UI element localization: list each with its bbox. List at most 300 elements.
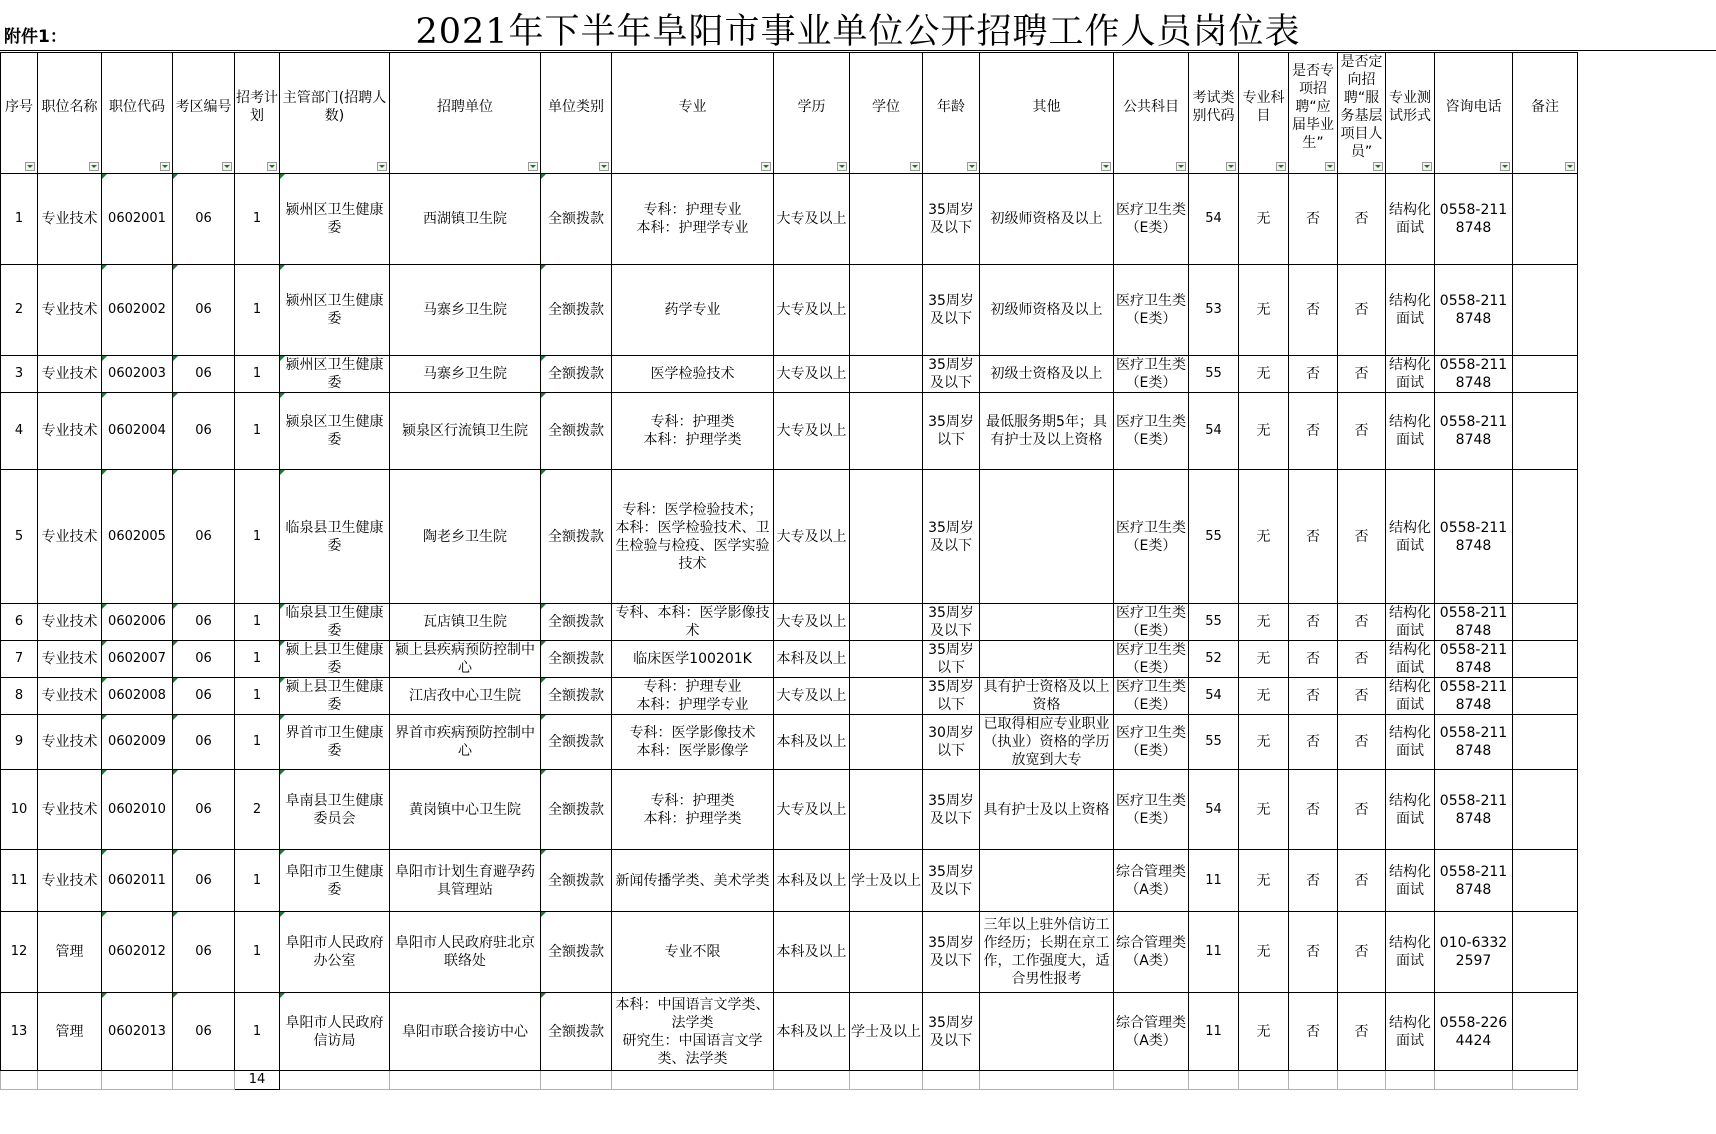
cell-major: 临床医学100201K <box>612 641 774 678</box>
cell-public-subject: 医疗卫生类（E类） <box>1114 356 1189 393</box>
cell-exam-area: 06 <box>173 850 235 912</box>
cell-major: 药学专业 <box>612 265 774 356</box>
cell-major: 专科：护理类 本科：护理学类 <box>612 393 774 470</box>
cell-age: 35周岁以下 <box>923 641 980 678</box>
cell-department: 阜阳市人民政府信访局 <box>280 993 390 1071</box>
cell-public-subject: 医疗卫生类（E类） <box>1114 393 1189 470</box>
header-label: 其他 <box>1032 99 1061 115</box>
header-position-code <box>102 53 173 174</box>
total-empty-cell <box>980 1071 1114 1090</box>
cell-index: 12 <box>1 912 38 993</box>
header-label: 是否定向招聘“服务基层项目人员” <box>1340 54 1383 160</box>
cell-test-form: 结构化面试 <box>1386 265 1435 356</box>
cell-exam-code: 11 <box>1189 993 1239 1071</box>
cell-phone: 0558-2118748 <box>1435 678 1513 715</box>
header-index <box>1 53 38 174</box>
cell-index: 5 <box>1 470 38 604</box>
cell-degree <box>850 715 923 770</box>
cell-test-form: 结构化面试 <box>1386 770 1435 850</box>
cell-test-form: 结构化面试 <box>1386 393 1435 470</box>
total-empty-cell <box>1289 1071 1338 1090</box>
total-empty-cell <box>541 1071 612 1090</box>
cell-department: 颍上县卫生健康委 <box>280 678 390 715</box>
cell-employer: 西湖镇卫生院 <box>390 174 541 265</box>
cell-other <box>980 993 1114 1071</box>
filter-dropdown-icon[interactable] <box>1276 162 1286 171</box>
cell-degree <box>850 912 923 993</box>
cell-remarks <box>1513 265 1578 356</box>
header-education <box>774 53 850 174</box>
cell-other: 最低服务期5年；具有护士及以上资格 <box>980 393 1114 470</box>
table-row <box>1 678 1578 715</box>
cell-phone: 0558-2118748 <box>1435 770 1513 850</box>
filter-dropdown-icon[interactable] <box>1325 162 1335 171</box>
cell-grassroots: 否 <box>1338 604 1386 641</box>
total-row <box>1 1071 1578 1090</box>
filter-dropdown-icon[interactable] <box>761 162 771 171</box>
cell-age: 35周岁以下 <box>923 678 980 715</box>
cell-remarks <box>1513 393 1578 470</box>
cell-major-subject: 无 <box>1239 356 1289 393</box>
cell-major-subject: 无 <box>1239 393 1289 470</box>
cell-major: 专科、本科：医学影像技术 <box>612 604 774 641</box>
header-age <box>923 53 980 174</box>
header-label: 招聘单位 <box>437 99 493 115</box>
cell-public-subject: 综合管理类（A类） <box>1114 993 1189 1071</box>
header-grassroots <box>1338 53 1386 174</box>
cell-index: 4 <box>1 393 38 470</box>
cell-plan: 1 <box>235 912 280 993</box>
cell-education: 本科及以上 <box>774 912 850 993</box>
filter-dropdown-icon[interactable] <box>1101 162 1111 171</box>
cell-other: 初级士资格及以上 <box>980 356 1114 393</box>
cell-grassroots: 否 <box>1338 174 1386 265</box>
cell-employer: 江店孜中心卫生院 <box>390 678 541 715</box>
filter-dropdown-icon[interactable] <box>1373 162 1383 171</box>
total-empty-cell <box>1338 1071 1386 1090</box>
total-empty-cell <box>1189 1071 1239 1090</box>
cell-plan: 1 <box>235 641 280 678</box>
cell-major-subject: 无 <box>1239 912 1289 993</box>
cell-plan: 1 <box>235 174 280 265</box>
cell-index: 13 <box>1 993 38 1071</box>
cell-fresh-graduate: 否 <box>1289 356 1338 393</box>
cell-major-subject: 无 <box>1239 604 1289 641</box>
cell-major: 医学检验技术 <box>612 356 774 393</box>
cell-phone: 0558-2118748 <box>1435 393 1513 470</box>
header-label: 序号 <box>5 99 33 115</box>
cell-plan: 1 <box>235 678 280 715</box>
cell-unit-type: 全额拨款 <box>541 356 612 393</box>
cell-remarks <box>1513 678 1578 715</box>
cell-grassroots: 否 <box>1338 770 1386 850</box>
cell-position-code: 0602001 <box>102 174 173 265</box>
header-label: 咨询电话 <box>1445 99 1502 115</box>
cell-major-subject: 无 <box>1239 850 1289 912</box>
cell-exam-code: 54 <box>1189 393 1239 470</box>
cell-remarks <box>1513 715 1578 770</box>
header-label: 职位代码 <box>109 99 165 115</box>
cell-index: 9 <box>1 715 38 770</box>
cell-employer: 马寨乡卫生院 <box>390 356 541 393</box>
header-label: 考试类别代码 <box>1192 90 1235 124</box>
cell-education: 大专及以上 <box>774 174 850 265</box>
filter-dropdown-icon[interactable] <box>222 162 232 171</box>
cell-position-name: 专业技术 <box>38 678 102 715</box>
cell-position-name: 专业技术 <box>38 393 102 470</box>
cell-degree <box>850 604 923 641</box>
cell-position-code: 0602006 <box>102 604 173 641</box>
filter-dropdown-icon[interactable] <box>599 162 609 171</box>
cell-major-subject: 无 <box>1239 715 1289 770</box>
cell-phone: 0558-2118748 <box>1435 356 1513 393</box>
cell-fresh-graduate: 否 <box>1289 715 1338 770</box>
cell-position-name: 专业技术 <box>38 770 102 850</box>
cell-age: 35周岁及以下 <box>923 912 980 993</box>
filter-dropdown-icon[interactable] <box>910 162 920 171</box>
cell-position-name: 专业技术 <box>38 356 102 393</box>
header-plan <box>235 53 280 174</box>
total-empty-cell <box>774 1071 850 1090</box>
cell-age: 35周岁及以下 <box>923 993 980 1071</box>
cell-fresh-graduate: 否 <box>1289 604 1338 641</box>
cell-remarks <box>1513 770 1578 850</box>
header-exam-area <box>173 53 235 174</box>
cell-fresh-graduate: 否 <box>1289 678 1338 715</box>
cell-major-subject: 无 <box>1239 678 1289 715</box>
cell-exam-code: 53 <box>1189 265 1239 356</box>
filter-dropdown-icon[interactable] <box>160 162 170 171</box>
cell-age: 35周岁及以下 <box>923 265 980 356</box>
cell-test-form: 结构化面试 <box>1386 641 1435 678</box>
cell-department: 阜南县卫生健康委员会 <box>280 770 390 850</box>
cell-phone: 0558-2118748 <box>1435 641 1513 678</box>
header-label: 年龄 <box>937 99 965 115</box>
filter-dropdown-icon[interactable] <box>1500 162 1510 171</box>
cell-major-subject: 无 <box>1239 993 1289 1071</box>
cell-test-form: 结构化面试 <box>1386 678 1435 715</box>
cell-exam-code: 55 <box>1189 356 1239 393</box>
cell-department: 颍州区卫生健康委 <box>280 265 390 356</box>
cell-exam-area: 06 <box>173 393 235 470</box>
cell-phone: 0558-2118748 <box>1435 604 1513 641</box>
cell-remarks <box>1513 356 1578 393</box>
cell-position-code: 0602002 <box>102 265 173 356</box>
cell-exam-area: 06 <box>173 604 235 641</box>
total-empty-cell <box>850 1071 923 1090</box>
header-public-subject <box>1114 53 1189 174</box>
total-empty-cell <box>1435 1071 1513 1090</box>
cell-phone: 010-63322597 <box>1435 912 1513 993</box>
cell-grassroots: 否 <box>1338 470 1386 604</box>
header-employer <box>390 53 541 174</box>
cell-employer: 瓦店镇卫生院 <box>390 604 541 641</box>
cell-phone: 0558-2118748 <box>1435 715 1513 770</box>
cell-test-form: 结构化面试 <box>1386 912 1435 993</box>
cell-degree <box>850 265 923 356</box>
cell-department: 颍州区卫生健康委 <box>280 174 390 265</box>
header-label: 招考计划 <box>236 90 278 124</box>
filter-dropdown-icon[interactable] <box>89 162 99 171</box>
header-label: 主管部门(招聘人数) <box>282 90 387 124</box>
total-empty-cell <box>390 1071 541 1090</box>
cell-exam-code: 54 <box>1189 770 1239 850</box>
cell-other <box>980 604 1114 641</box>
cell-position-code: 0602004 <box>102 393 173 470</box>
cell-age: 30周岁以下 <box>923 715 980 770</box>
cell-index: 10 <box>1 770 38 850</box>
cell-position-name: 管理 <box>38 993 102 1071</box>
cell-position-code: 0602003 <box>102 356 173 393</box>
cell-other: 具有护士资格及以上资格 <box>980 678 1114 715</box>
position-table <box>0 52 1578 1090</box>
header-label: 考区编号 <box>175 99 232 115</box>
cell-degree <box>850 770 923 850</box>
filter-dropdown-icon[interactable] <box>1422 162 1432 171</box>
header-label: 是否专项招聘“应届毕业生” <box>1292 63 1334 151</box>
table-row <box>1 850 1578 912</box>
cell-department: 颍泉区卫生健康委 <box>280 393 390 470</box>
cell-education: 大专及以上 <box>774 393 850 470</box>
cell-other: 初级师资格及以上 <box>980 174 1114 265</box>
cell-position-code: 0602012 <box>102 912 173 993</box>
cell-plan: 2 <box>235 770 280 850</box>
cell-public-subject: 医疗卫生类（E类） <box>1114 265 1189 356</box>
filter-dropdown-icon[interactable] <box>837 162 847 171</box>
cell-position-code: 0602010 <box>102 770 173 850</box>
cell-exam-area: 06 <box>173 356 235 393</box>
cell-position-code: 0602007 <box>102 641 173 678</box>
cell-grassroots: 否 <box>1338 356 1386 393</box>
header-label: 专业科目 <box>1242 90 1285 124</box>
cell-age: 35周岁及以下 <box>923 850 980 912</box>
cell-exam-area: 06 <box>173 993 235 1071</box>
cell-department: 颍州区卫生健康委 <box>280 356 390 393</box>
cell-unit-type: 全额拨款 <box>541 641 612 678</box>
cell-public-subject: 医疗卫生类（E类） <box>1114 174 1189 265</box>
cell-fresh-graduate: 否 <box>1289 393 1338 470</box>
cell-other: 初级师资格及以上 <box>980 265 1114 356</box>
header-fresh-graduate <box>1289 53 1338 174</box>
attachment-label: 附件1： <box>4 27 67 47</box>
cell-public-subject: 医疗卫生类（E类） <box>1114 678 1189 715</box>
cell-unit-type: 全额拨款 <box>541 470 612 604</box>
cell-index: 7 <box>1 641 38 678</box>
header-label: 专业 <box>678 99 707 115</box>
cell-degree <box>850 356 923 393</box>
cell-employer: 界首市疾病预防控制中心 <box>390 715 541 770</box>
cell-education: 大专及以上 <box>774 770 850 850</box>
cell-other <box>980 641 1114 678</box>
cell-exam-area: 06 <box>173 912 235 993</box>
header-department <box>280 53 390 174</box>
cell-test-form: 结构化面试 <box>1386 604 1435 641</box>
cell-grassroots: 否 <box>1338 715 1386 770</box>
cell-test-form: 结构化面试 <box>1386 993 1435 1071</box>
page-title: 2021年下半年阜阳市事业单位公开招聘工作人员岗位表 <box>415 12 1301 52</box>
cell-fresh-graduate: 否 <box>1289 641 1338 678</box>
cell-position-code: 0602005 <box>102 470 173 604</box>
header-label: 公共科目 <box>1123 99 1179 115</box>
total-empty-cell <box>1239 1071 1289 1090</box>
total-empty-cell <box>923 1071 980 1090</box>
cell-other: 具有护士及以上资格 <box>980 770 1114 850</box>
cell-unit-type: 全额拨款 <box>541 265 612 356</box>
cell-fresh-graduate: 否 <box>1289 174 1338 265</box>
cell-remarks <box>1513 604 1578 641</box>
table-row <box>1 770 1578 850</box>
header-label: 职位名称 <box>41 99 98 115</box>
table-row <box>1 912 1578 993</box>
cell-department: 临泉县卫生健康委 <box>280 470 390 604</box>
cell-plan: 1 <box>235 356 280 393</box>
cell-position-code: 0602008 <box>102 678 173 715</box>
header-exam-code <box>1189 53 1239 174</box>
cell-fresh-graduate: 否 <box>1289 993 1338 1071</box>
cell-phone: 0558-2118748 <box>1435 850 1513 912</box>
cell-plan: 1 <box>235 470 280 604</box>
header-row <box>1 53 1578 174</box>
total-empty-cell <box>173 1071 235 1090</box>
cell-age: 35周岁及以下 <box>923 356 980 393</box>
cell-major-subject: 无 <box>1239 174 1289 265</box>
cell-exam-code: 55 <box>1189 604 1239 641</box>
cell-other: 已取得相应专业职业（执业）资格的学历放宽到大专 <box>980 715 1114 770</box>
cell-age: 35周岁及以下 <box>923 770 980 850</box>
filter-dropdown-icon[interactable] <box>25 162 35 171</box>
cell-test-form: 结构化面试 <box>1386 356 1435 393</box>
cell-public-subject: 综合管理类（A类） <box>1114 850 1189 912</box>
filter-dropdown-icon[interactable] <box>967 162 977 171</box>
cell-education: 大专及以上 <box>774 604 850 641</box>
cell-grassroots: 否 <box>1338 393 1386 470</box>
cell-exam-code: 11 <box>1189 850 1239 912</box>
cell-index: 6 <box>1 604 38 641</box>
total-plan: 14 <box>235 1071 280 1090</box>
cell-position-code: 0602009 <box>102 715 173 770</box>
cell-major: 专科：护理专业 本科：护理学专业 <box>612 678 774 715</box>
cell-phone: 0558-2264424 <box>1435 993 1513 1071</box>
cell-plan: 1 <box>235 393 280 470</box>
header-label: 单位类别 <box>548 99 604 115</box>
header-label: 专业测试形式 <box>1389 90 1431 124</box>
cell-unit-type: 全额拨款 <box>541 393 612 470</box>
total-empty-cell <box>280 1071 390 1090</box>
cell-major-subject: 无 <box>1239 770 1289 850</box>
table-row <box>1 993 1578 1071</box>
cell-exam-area: 06 <box>173 174 235 265</box>
cell-position-name: 专业技术 <box>38 715 102 770</box>
cell-index: 11 <box>1 850 38 912</box>
cell-exam-code: 54 <box>1189 174 1239 265</box>
cell-remarks <box>1513 993 1578 1071</box>
cell-exam-code: 55 <box>1189 715 1239 770</box>
cell-exam-area: 06 <box>173 641 235 678</box>
cell-exam-area: 06 <box>173 715 235 770</box>
cell-major: 新闻传播学类、美术学类 <box>612 850 774 912</box>
cell-index: 8 <box>1 678 38 715</box>
filter-dropdown-icon[interactable] <box>377 162 387 171</box>
cell-grassroots: 否 <box>1338 678 1386 715</box>
cell-degree <box>850 393 923 470</box>
cell-education: 大专及以上 <box>774 356 850 393</box>
header-label: 备注 <box>1531 99 1559 115</box>
cell-index: 1 <box>1 174 38 265</box>
cell-exam-code: 55 <box>1189 470 1239 604</box>
cell-plan: 1 <box>235 265 280 356</box>
total-empty-cell <box>102 1071 173 1090</box>
header-label: 学位 <box>872 99 900 115</box>
cell-degree <box>850 641 923 678</box>
filter-dropdown-icon[interactable] <box>1565 162 1575 171</box>
cell-exam-area: 06 <box>173 678 235 715</box>
cell-major: 本科：中国语言文学类、法学类 研究生：中国语言文学类、法学类 <box>612 993 774 1071</box>
cell-fresh-graduate: 否 <box>1289 912 1338 993</box>
cell-age: 35周岁以下 <box>923 393 980 470</box>
total-empty-cell <box>1386 1071 1435 1090</box>
filter-dropdown-icon[interactable] <box>267 162 277 171</box>
cell-unit-type: 全额拨款 <box>541 993 612 1071</box>
cell-grassroots: 否 <box>1338 265 1386 356</box>
cell-unit-type: 全额拨款 <box>541 912 612 993</box>
cell-position-name: 专业技术 <box>38 174 102 265</box>
cell-index: 3 <box>1 356 38 393</box>
cell-employer: 黄岗镇中心卫生院 <box>390 770 541 850</box>
cell-major-subject: 无 <box>1239 470 1289 604</box>
cell-position-code: 0602013 <box>102 993 173 1071</box>
cell-education: 大专及以上 <box>774 265 850 356</box>
cell-plan: 1 <box>235 850 280 912</box>
cell-education: 大专及以上 <box>774 470 850 604</box>
header-position-name <box>38 53 102 174</box>
cell-test-form: 结构化面试 <box>1386 470 1435 604</box>
cell-fresh-graduate: 否 <box>1289 770 1338 850</box>
cell-degree <box>850 678 923 715</box>
cell-exam-area: 06 <box>173 265 235 356</box>
cell-degree <box>850 174 923 265</box>
cell-exam-code: 54 <box>1189 678 1239 715</box>
filter-dropdown-icon[interactable] <box>528 162 538 171</box>
cell-major: 专业不限 <box>612 912 774 993</box>
cell-unit-type: 全额拨款 <box>541 604 612 641</box>
header-degree <box>850 53 923 174</box>
filter-dropdown-icon[interactable] <box>1176 162 1186 171</box>
cell-education: 本科及以上 <box>774 641 850 678</box>
cell-education: 本科及以上 <box>774 993 850 1071</box>
cell-plan: 1 <box>235 993 280 1071</box>
table-row <box>1 470 1578 604</box>
cell-remarks <box>1513 641 1578 678</box>
cell-education: 本科及以上 <box>774 715 850 770</box>
title-row <box>0 0 1716 51</box>
cell-phone: 0558-2118748 <box>1435 470 1513 604</box>
header-major <box>612 53 774 174</box>
filter-dropdown-icon[interactable] <box>1226 162 1236 171</box>
total-empty-cell <box>1513 1071 1578 1090</box>
cell-education: 本科及以上 <box>774 850 850 912</box>
cell-unit-type: 全额拨款 <box>541 174 612 265</box>
header-other <box>980 53 1114 174</box>
cell-public-subject: 医疗卫生类（E类） <box>1114 715 1189 770</box>
cell-department: 颍上县卫生健康委 <box>280 641 390 678</box>
header-test-form <box>1386 53 1435 174</box>
cell-degree: 学士及以上 <box>850 993 923 1071</box>
cell-position-name: 专业技术 <box>38 850 102 912</box>
cell-age: 35周岁及以下 <box>923 470 980 604</box>
cell-unit-type: 全额拨款 <box>541 678 612 715</box>
cell-unit-type: 全额拨款 <box>541 770 612 850</box>
header-unit-type <box>541 53 612 174</box>
